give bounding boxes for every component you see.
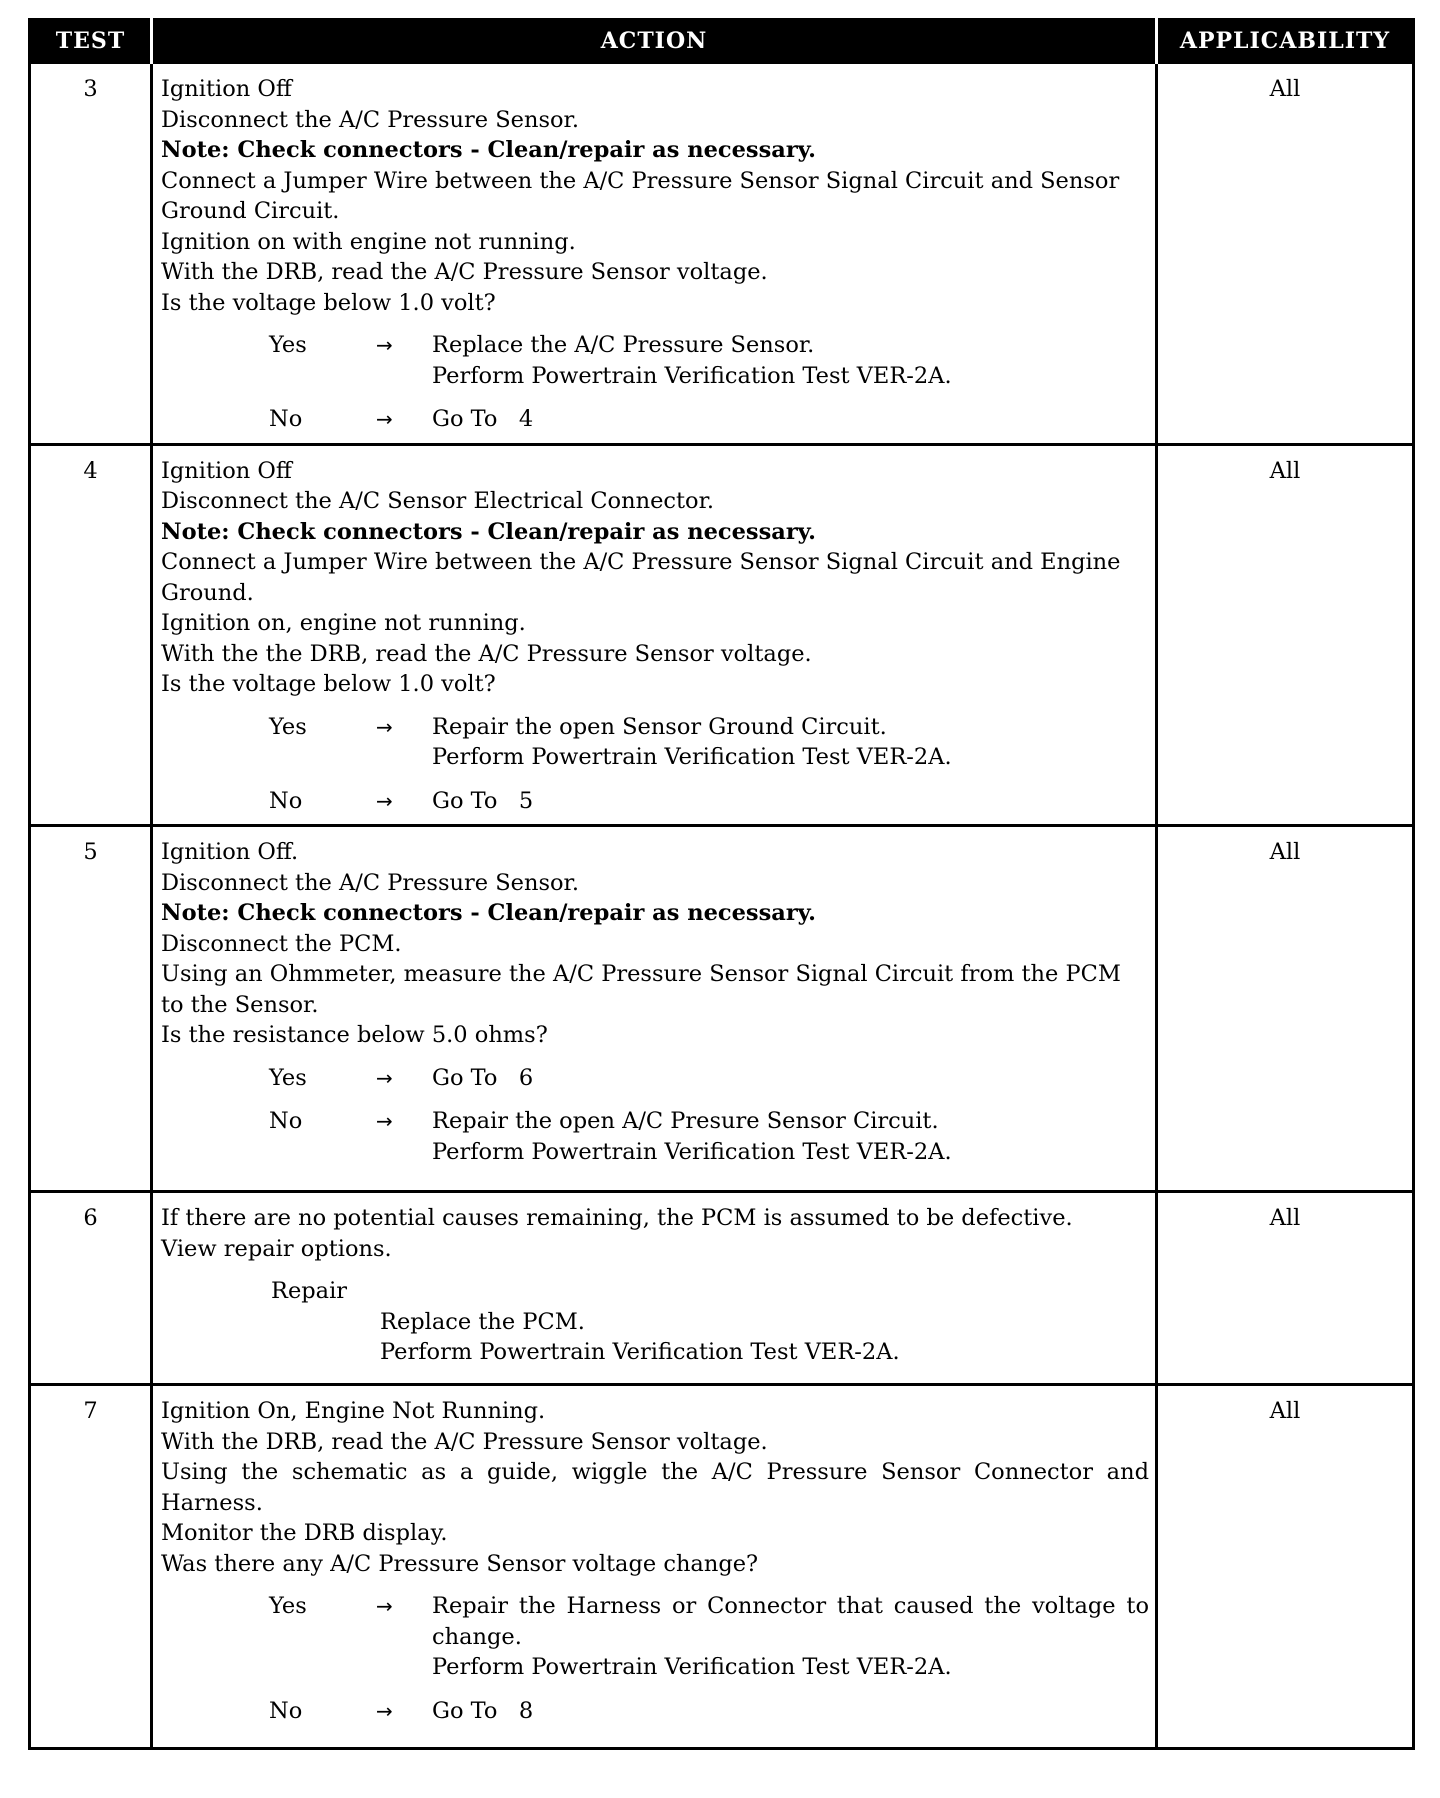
- diagnostic-test-page: [28, 18, 1412, 1750]
- action-cell: [152, 444, 1157, 826]
- yes-text: Go To 6: [432, 1064, 534, 1091]
- yes-label: Yes: [269, 1593, 307, 1619]
- no-result: [161, 1696, 1149, 1727]
- yes-label: Yes: [269, 713, 307, 740]
- action-cell: [152, 1192, 1157, 1385]
- no-text: Go To 4: [432, 406, 534, 432]
- repair-text: Replace the PCM.: [380, 1308, 585, 1335]
- table-row: [30, 1385, 1414, 1749]
- no-label: No: [269, 1697, 303, 1724]
- test-number: 7: [30, 1385, 152, 1749]
- repair-text: Perform Powertrain Verification Test VER-2A.: [380, 1339, 900, 1365]
- action-line: View repair options.: [161, 1235, 392, 1262]
- no-label: No: [269, 787, 303, 814]
- action-line: Connect a Jumper Wire between the A/C Pressure Sensor Signal Circuit and Sensor Ground Circuit.: [161, 167, 1120, 224]
- applicability-value: All: [1157, 1385, 1414, 1749]
- note-line: Note: Check connectors - Clean/repair as necessary.: [161, 518, 816, 545]
- note-line: Note: Check connectors - Clean/repair as necessary.: [161, 137, 816, 163]
- action-line: With the DRB, read the A/C Pressure Sensor voltage.: [161, 259, 768, 285]
- table-row: [30, 444, 1414, 826]
- yes-result: [161, 712, 1149, 773]
- test-number: 6: [30, 1192, 152, 1385]
- header-applicability: APPLICABILITY: [1157, 20, 1414, 63]
- action-line: Using an Ohmmeter, measure the A/C Pressure Sensor Signal Circuit from the PCM to the Sensor.: [161, 961, 1121, 1018]
- yes-text: Repair the Harness or Connector that caused the voltage to change. Perform Powertrain Verification Test VER-2A.: [432, 1593, 1149, 1680]
- arrow-right-icon: →: [376, 1109, 393, 1133]
- action-cell: [152, 63, 1157, 445]
- diagnostic-test-table: [28, 18, 1415, 1750]
- action-line: Monitor the DRB display.: [161, 1520, 448, 1546]
- arrow-right-icon: →: [376, 1065, 393, 1090]
- action-line: Is the resistance below 5.0 ohms?: [161, 1022, 548, 1048]
- test-number: 5: [30, 826, 152, 1192]
- test-number: 4: [30, 444, 152, 826]
- note-line: Note: Check connectors - Clean/repair as necessary.: [161, 900, 816, 926]
- table-row: [30, 1192, 1414, 1385]
- action-line: Was there any A/C Pressure Sensor voltage change?: [161, 1550, 759, 1577]
- action-line: Ignition Off: [161, 76, 292, 102]
- action-line: Is the voltage below 1.0 volt?: [161, 289, 496, 316]
- header-test: TEST: [30, 20, 152, 63]
- action-line: With the the DRB, read the A/C Pressure Sensor voltage.: [161, 640, 812, 667]
- yes-label: Yes: [269, 1064, 307, 1091]
- test-number: 3: [30, 63, 152, 445]
- applicability-value: All: [1157, 1192, 1414, 1385]
- yes-label: Yes: [269, 332, 307, 358]
- no-text: Go To 8: [432, 1697, 534, 1724]
- action-line: Disconnect the A/C Pressure Sensor.: [161, 869, 579, 896]
- header-action: ACTION: [152, 20, 1157, 63]
- no-result: [161, 1106, 1149, 1167]
- applicability-value: All: [1157, 444, 1414, 826]
- action-line: Ignition Off.: [161, 839, 299, 865]
- no-result: [161, 786, 1149, 817]
- yes-text: Repair the open Sensor Ground Circuit. Perform Powertrain Verification Test VER-2A.: [432, 713, 952, 770]
- arrow-right-icon: →: [376, 407, 393, 431]
- action-line: Disconnect the A/C Sensor Electrical Connector.: [161, 488, 715, 514]
- repair-label: Repair: [271, 1278, 348, 1304]
- table-row: [30, 63, 1414, 445]
- arrow-right-icon: →: [376, 714, 393, 739]
- arrow-right-icon: →: [376, 1698, 393, 1723]
- table-header-row: [30, 20, 1414, 63]
- no-label: No: [269, 406, 303, 432]
- no-text: Repair the open A/C Presure Sensor Circuit. Perform Powertrain Verification Test VER-2A.: [432, 1108, 952, 1165]
- action-line: Using the schematic as a guide, wiggle the A/C Pressure Sensor Connector and Harness.: [161, 1459, 1149, 1516]
- arrow-right-icon: →: [376, 333, 393, 357]
- arrow-right-icon: →: [376, 788, 393, 813]
- no-result: [161, 404, 1149, 435]
- action-line: Ignition On, Engine Not Running.: [161, 1398, 546, 1424]
- yes-result: [161, 1063, 1149, 1094]
- applicability-value: All: [1157, 826, 1414, 1192]
- action-line: Disconnect the A/C Pressure Sensor.: [161, 106, 579, 133]
- action-line: Connect a Jumper Wire between the A/C Pressure Sensor Signal Circuit and Engine Ground.: [161, 549, 1121, 606]
- action-line: Ignition Off: [161, 457, 292, 484]
- yes-text: Replace the A/C Pressure Sensor. Perform Powertrain Verification Test VER-2A.: [432, 332, 952, 389]
- action-line: Is the voltage below 1.0 volt?: [161, 671, 496, 697]
- action-cell: [152, 1385, 1157, 1749]
- action-line: Ignition on with engine not running.: [161, 228, 576, 255]
- action-line: Disconnect the PCM.: [161, 930, 402, 957]
- no-label: No: [269, 1108, 303, 1134]
- action-line: Ignition on, engine not running.: [161, 610, 526, 636]
- action-line: With the DRB, read the A/C Pressure Sensor voltage.: [161, 1428, 768, 1455]
- action-cell: [152, 826, 1157, 1192]
- yes-result: [161, 1591, 1149, 1683]
- yes-result: [161, 330, 1149, 391]
- applicability-value: All: [1157, 63, 1414, 445]
- arrow-right-icon: →: [376, 1594, 393, 1618]
- no-text: Go To 5: [432, 787, 534, 814]
- table-row: [30, 826, 1414, 1192]
- action-line: If there are no potential causes remaining, the PCM is assumed to be defective.: [161, 1205, 1073, 1231]
